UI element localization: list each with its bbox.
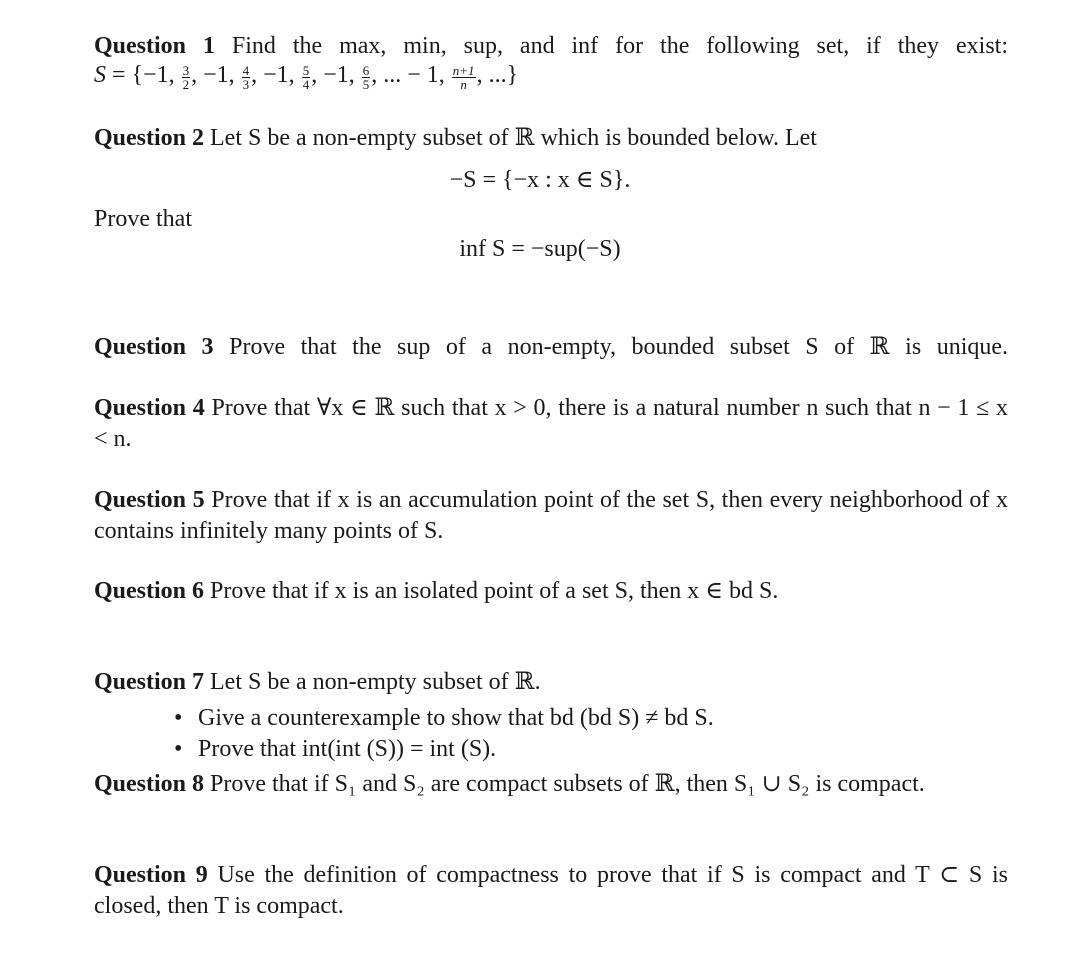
question-9-paragraph xyxy=(94,860,1008,922)
question-1 xyxy=(94,31,1008,91)
question-1-text: Find the max, min, sup, and inf for the following set, if they exist: xyxy=(231,33,1008,59)
question-3-label: Question 3 xyxy=(94,334,214,360)
question-3-line xyxy=(94,332,1008,363)
question-7-bullet-2: Prove that int(int (S)) = int (S). xyxy=(198,736,497,762)
question-8 xyxy=(94,769,1008,800)
question-7-label: Question 7 xyxy=(94,669,205,695)
question-5-text: Prove that if x is an accumulation point of the set S, then every neighborhood of x contains infinitely many points of S. xyxy=(94,487,1009,544)
question-9-label: Question 9 xyxy=(94,862,208,888)
question-4-label: Question 4 xyxy=(94,395,205,421)
list-item xyxy=(170,734,714,765)
question-6-label: Question 6 xyxy=(94,578,205,604)
question-1-set: S = {−1, $\frac{3}{2}$ , −1, $\frac{4}{3}$ , −1, $\frac{5}{4}$ , −1, $\frac{6}{5}$ , ... − 1, $\frac{n+1}{n}$ , ...} xyxy=(94,62,519,93)
question-4-text: Prove that ∀x ∈ ℝ such that x > 0, there is a natural number n such that n − 1 ≤ x < n. xyxy=(94,395,1009,452)
question-3 xyxy=(94,332,1008,363)
question-8-paragraph xyxy=(94,769,1008,800)
question-2-text: Let S be a non-empty subset of ℝ which is bounded below. Let xyxy=(210,125,817,151)
question-2-display-set: −S = {−x : x ∈ S}. xyxy=(449,167,631,193)
question-8-label: Question 8 xyxy=(94,771,205,797)
question-4-paragraph xyxy=(94,393,1008,455)
question-2-prove-label: Prove that xyxy=(94,206,192,232)
question-6-text: Prove that if x is an isolated point of a set S, then x ∈ bd S. xyxy=(210,578,779,604)
question-7-text: Let S be a non-empty subset of ℝ. xyxy=(210,669,541,695)
question-7-bullet-list xyxy=(170,703,714,765)
question-2 xyxy=(94,123,1008,154)
question-5-label: Question 5 xyxy=(94,487,205,513)
bullet-icon: • xyxy=(174,705,183,731)
question-6 xyxy=(94,576,1008,607)
question-5 xyxy=(94,485,1008,547)
question-1-line xyxy=(94,31,1008,62)
question-2-label: Question 2 xyxy=(94,125,205,151)
question-4 xyxy=(94,393,1008,455)
question-9 xyxy=(94,860,1008,922)
question-3-text: Prove that the sup of a non-empty, bounded subset S of ℝ is unique. xyxy=(229,334,1009,360)
question-1-label: Question 1 xyxy=(94,33,215,59)
bullet-icon: • xyxy=(174,736,183,762)
question-8-text: Prove that if S₁ and S₂ are compact subsets of ℝ, then S₁ ∪ S₂ is compact. xyxy=(210,771,925,797)
question-9-text: Use the definition of compactness to prove that if S is compact and T ⊂ S is closed, then T is compact. xyxy=(94,862,1008,919)
question-6-line xyxy=(94,576,1008,607)
question-7 xyxy=(94,667,1008,698)
list-item xyxy=(170,703,714,734)
question-7-line xyxy=(94,667,1008,698)
question-5-paragraph xyxy=(94,485,1008,547)
question-2-line xyxy=(94,123,1008,154)
question-7-bullet-1: Give a counterexample to show that bd (bd S) ≠ bd S. xyxy=(198,705,714,731)
question-2-display-identity: inf S = −sup(−S) xyxy=(459,236,621,262)
